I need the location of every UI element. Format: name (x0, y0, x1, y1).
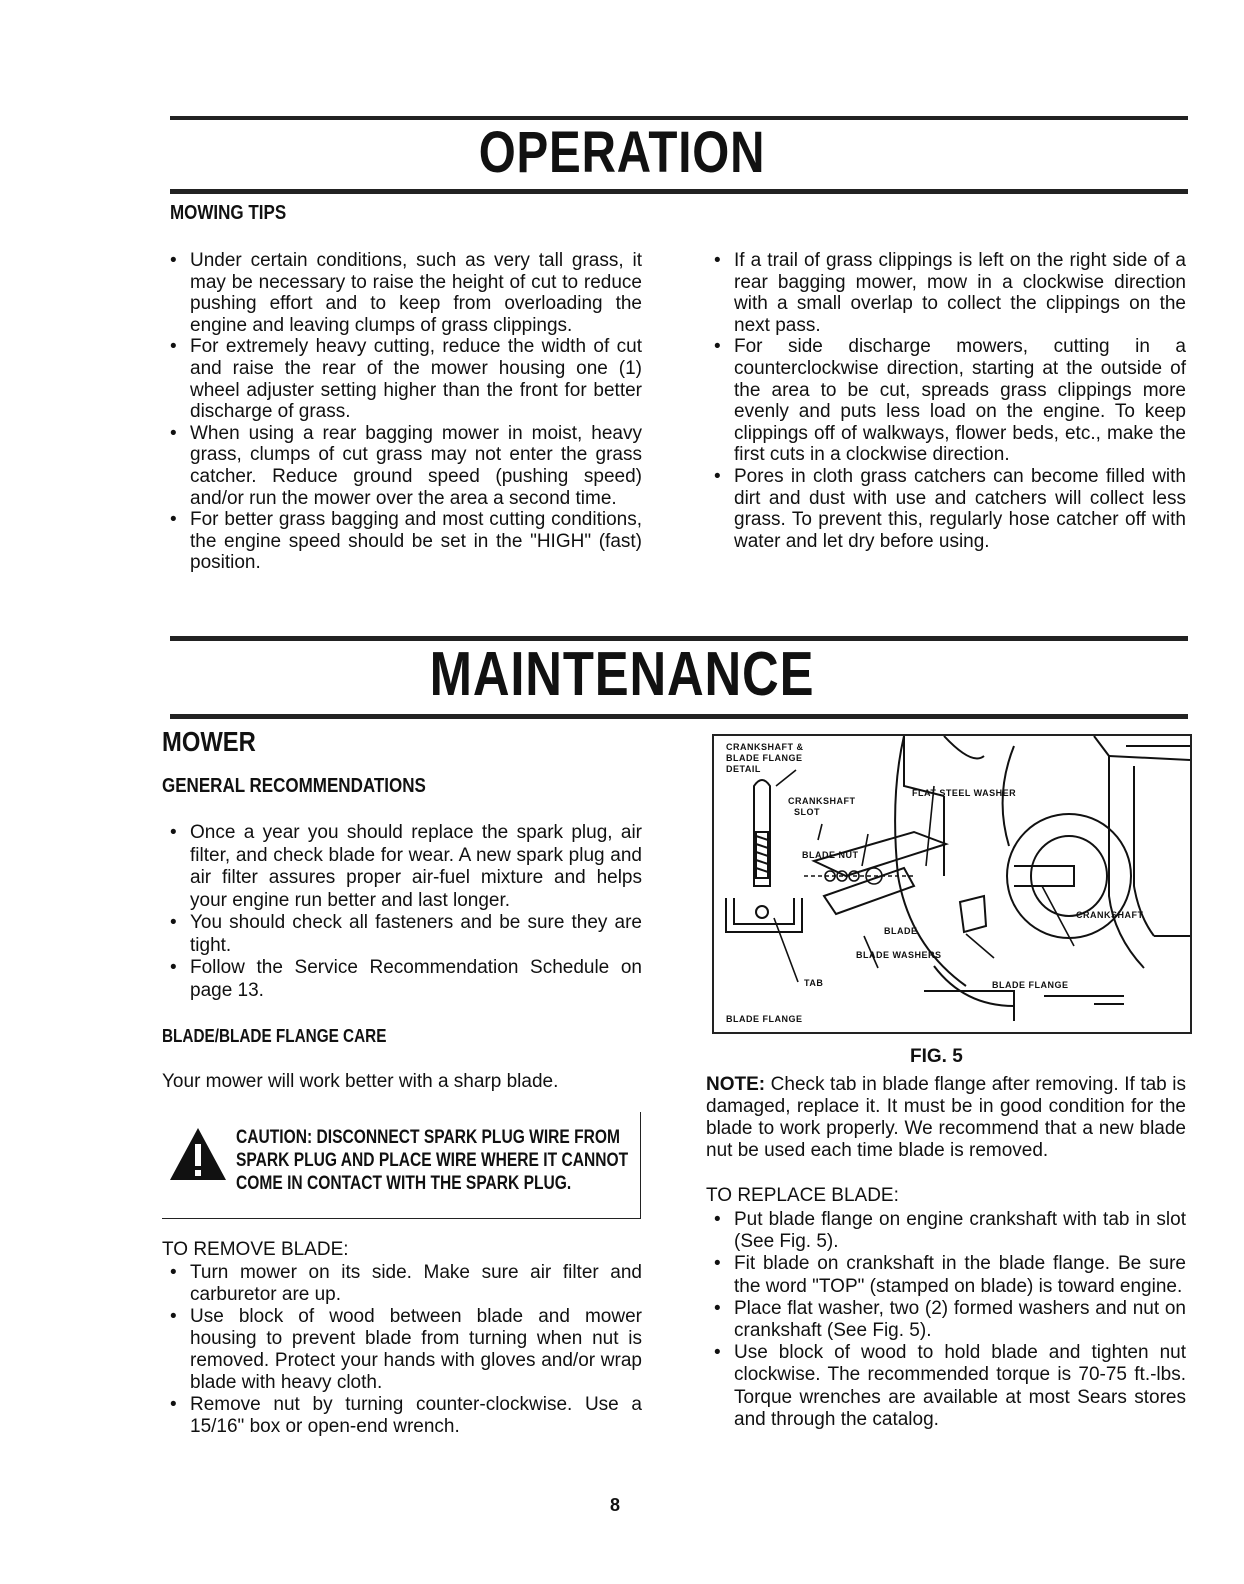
remove-blade-heading: TO REMOVE BLADE: (162, 1239, 349, 1260)
list-item: • Follow the Service Recommendation Schedule on page 13. (160, 957, 642, 1002)
fig-label-crankshaft-slot1: CRANKSHAFT (788, 796, 856, 806)
list-item: • Under certain conditions, such as very tall grass, it may be necessary to raise the height of cut to reduce pushing effort and to keep from overloading the engine and leaving clumps of grass clippings. (160, 250, 642, 336)
fig-label-tab: TAB (804, 978, 824, 988)
replace-blade-heading: TO REPLACE BLADE: (706, 1185, 899, 1206)
fig-label-blade-nut: BLADE NUT (802, 850, 859, 860)
warning-icon (168, 1126, 228, 1182)
list-item: • Remove nut by turning counter-clockwise. Use a 15/16" box or open-end wrench. (160, 1394, 642, 1438)
list-item: • Put blade flange on engine crankshaft with tab in slot (See Fig. 5). (704, 1209, 1186, 1253)
list-item: • Turn mower on its side. Make sure air filter and carburetor are up. (160, 1262, 642, 1306)
list-item: • For extremely heavy cutting, reduce the width of cut and raise the rear of the mower housing one (1) wheel adjuster setting higher than the front for better discharge of grass. (160, 336, 642, 422)
fig-label-detail1: CRANKSHAFT & (726, 742, 804, 752)
list-item: • For side discharge mowers, cutting in a counterclockwise direction, starting at the outside of the area to be cut, spreads grass clippings more evenly and puts less load on the engine. To keep clippings off of walkways, flower beds, etc., make the first cuts in a clockwise direction. (704, 336, 1186, 466)
note-text: Check tab in blade flange after removing. If tab is damaged, replace it. It must be in good condition for the blade to work properly. We recommend that a new blade nut be used each time blade is removed. (706, 1074, 1186, 1161)
caution-box (162, 1112, 641, 1219)
mowing-tips-heading: MOWING TIPS (170, 202, 287, 224)
fig-label-crankshaft-slot2: SLOT (794, 807, 820, 817)
figure-5 (712, 734, 1192, 1034)
maintenance-title: MAINTENANCE (429, 640, 815, 709)
note-label: NOTE: (706, 1074, 766, 1095)
list-item: • Use block of wood to hold blade and tighten nut clockwise. The recommended torque is 70-75 ft.-lbs. Torque wrenches are available at most Sears stores and through the catalog. (704, 1342, 1186, 1431)
list-item: • When using a rear bagging mower in moist, heavy grass, clumps of cut grass may not enter the grass catcher. Reduce ground speed (pushing speed) and/or run the mower over the area a second time. (160, 423, 642, 509)
list-item: • Use block of wood between blade and mower housing to prevent blade from turning when nut is removed. Protect your hands with gloves and/or wrap blade with heavy cloth. (160, 1306, 642, 1394)
blade-assembly-diagram (714, 736, 1190, 1032)
general-recommendations-list (160, 822, 642, 1002)
fig-label-crankshaft: CRANKSHAFT (1076, 910, 1144, 920)
fig-label-detail2: BLADE FLANGE (726, 753, 803, 763)
list-item: • For better grass bagging and most cutting conditions, the engine speed should be set in the "HIGH" (fast) position. (160, 509, 642, 574)
operation-rule (170, 189, 1188, 194)
figure-caption: FIG. 5 (910, 1046, 963, 1067)
fig-label-blade-washers: BLADE WASHERS (856, 950, 942, 960)
operation-right-column (704, 250, 1186, 552)
blade-care-text: Your mower will work better with a sharp blade. (162, 1071, 559, 1092)
list-item: • Place flat washer, two (2) formed washers and nut on crankshaft (See Fig. 5). (704, 1298, 1186, 1342)
list-item: • If a trail of grass clippings is left on the right side of a rear bagging mower, mow in a clockwise direction with a small overlap to collect the clippings on the next pass. (704, 250, 1186, 336)
list-item: • Once a year you should replace the spark plug, air filter, and check blade for wear. A new spark plug and air filter assures proper air-fuel mixture and helps your engine run better and last longer. (160, 822, 642, 912)
caution-line: CAUTION: DISCONNECT SPARK PLUG WIRE FROM (236, 1127, 621, 1148)
mower-heading: MOWER (162, 726, 256, 757)
caution-line: COME IN CONTACT WITH THE SPARK PLUG. (236, 1173, 572, 1194)
fig-label-blade: BLADE (884, 926, 918, 936)
operation-left-column (160, 250, 642, 574)
page-number: 8 (610, 1495, 621, 1515)
remove-blade-list (160, 1262, 642, 1438)
list-item: • Pores in cloth grass catchers can become filled with dirt and dust with use and catchers will collect less grass. To prevent this, regularly hose catcher off with water and let dry before using. (704, 466, 1186, 552)
operation-title: OPERATION (478, 120, 766, 185)
replace-blade-list (704, 1209, 1186, 1431)
fig-label-blade-flange-right: BLADE FLANGE (992, 980, 1069, 990)
general-recommendations-heading: GENERAL RECOMMENDATIONS (162, 775, 426, 797)
fig-label-flat-steel-washer: FLAT STEEL WASHER (912, 788, 1017, 798)
list-item: • You should check all fasteners and be sure they are tight. (160, 912, 642, 957)
list-item: • Fit blade on crankshaft in the blade flange. Be sure the word "TOP" (stamped on blade) is toward engine. (704, 1253, 1186, 1297)
caution-text (236, 1126, 628, 1195)
note-paragraph (706, 1074, 1186, 1162)
fig-label-blade-flange-bottom: BLADE FLANGE (726, 1014, 803, 1024)
fig-label-detail3: DETAIL (726, 764, 761, 774)
caution-line: SPARK PLUG AND PLACE WIRE WHERE IT CANNOT (236, 1150, 629, 1171)
maintenance-rule (170, 714, 1188, 719)
blade-care-heading: BLADE/BLADE FLANGE CARE (162, 1026, 387, 1046)
